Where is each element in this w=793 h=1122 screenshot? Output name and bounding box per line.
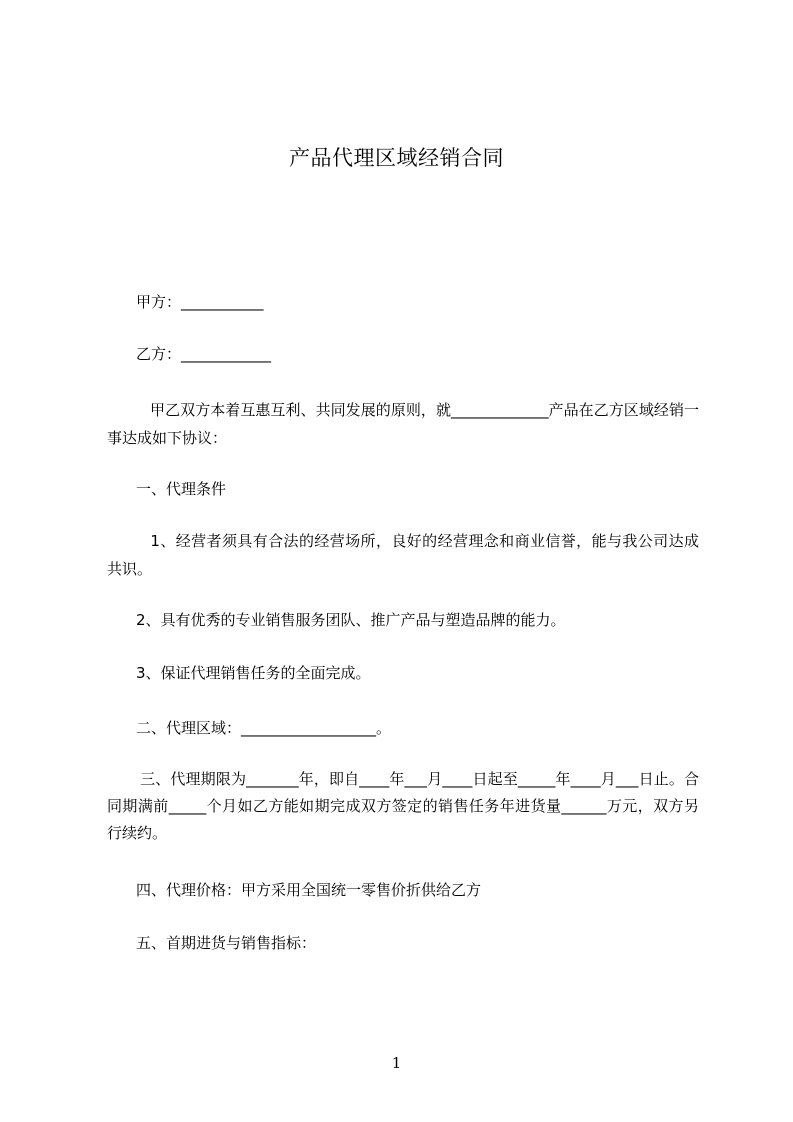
section-3-term: 三、代理期限为_______年，即自____年___月____日起至_____年____月___日止。合同期满前_____个月如乙方能如期完成双方签定的销售任务年进货量______万元，双方另行续约。 bbox=[107, 770, 699, 842]
document-title: 产品代理区域经销合同 bbox=[289, 146, 504, 170]
intro-paragraph: 甲乙双方本着互惠互利、共同发展的原则，就_____________产品在乙方区域经销一事达成如下协议： bbox=[107, 401, 699, 447]
section-1-heading: 一、代理条件 bbox=[136, 480, 227, 498]
section-5-heading: 五、首期进货与销售指标： bbox=[136, 934, 317, 952]
section-1-item-2: 2、具有优秀的专业销售服务团队、推广产品与塑造品牌的能力。 bbox=[136, 611, 566, 629]
section-1-item-3: 3、保证代理销售任务的全面完成。 bbox=[136, 664, 371, 682]
section-1-item-1: 1、经营者须具有合法的经营场所，良好的经营理念和商业信誉，能与我公司达成共识。 bbox=[107, 532, 699, 578]
page-number: 1 bbox=[391, 1054, 402, 1072]
party-a-line: 甲方：___________ bbox=[136, 293, 264, 311]
party-b-line: 乙方：____________ bbox=[136, 345, 272, 363]
section-2-region: 二、代理区域：__________________。 bbox=[136, 719, 392, 737]
section-4-price: 四、代理价格：甲方采用全国统一零售价折供给乙方 bbox=[136, 881, 482, 899]
